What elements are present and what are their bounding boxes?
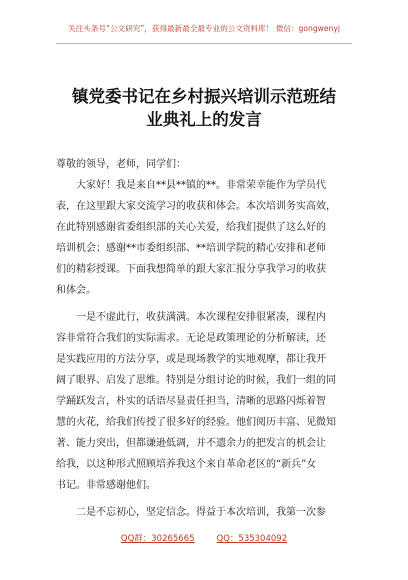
text-line: 一是不虚此行，收获满满。本次课程安排很紧凑，课程内	[76, 312, 326, 323]
document-body	[56, 154, 352, 523]
qq-group-link[interactable]: QQ群：30265665	[120, 534, 195, 544]
text-line: 书记。非常感谢他们。	[56, 480, 156, 491]
salutation: 尊敬的领导，老师，同学们：	[56, 159, 186, 170]
text-line: 是实践应用的方法分享，或是现场教学的实地观摩，都让我开	[56, 354, 326, 365]
text-line: 给我，以这种形式照顾培养我这个来自革命老区的“新兵”女	[56, 459, 317, 470]
document-title	[56, 85, 352, 131]
text-line: 容非常符合我们的实际需求。无论是政策理论的分析解读，还	[56, 333, 326, 344]
paragraph-3	[56, 502, 352, 523]
paragraph-1	[56, 175, 352, 301]
text-line: 表，在这里跟大家交流学习的收获和体会。本次培训务实高效，	[56, 201, 336, 212]
text-line: 培训机会；感谢**市委组织部、**培训学院的精心安排和老师	[56, 243, 326, 254]
text-line: 著、能力突出，但都谦逊低调，并不遗余力的把发言的机会让	[56, 438, 326, 449]
title-line: 业典礼上的发言	[146, 110, 262, 129]
qq-contact-link[interactable]: QQ：535304092	[216, 534, 288, 544]
header-note: 关注头条号“公文研究”，获得最新最全最专业的公文资料库！ 微信：gongwenyj	[68, 24, 340, 33]
text-line: 慧的火花，给我们传授了很多好的经验。他们阅历丰富、见微知	[56, 417, 336, 428]
title-line: 镇党委书记在乡村振兴培训示范班结	[72, 87, 336, 106]
text-line: 二是不忘初心，坚定信念。得益于本次培训，我第一次参	[76, 507, 326, 518]
text-line: 和体会。	[56, 285, 96, 296]
text-line: 们的精彩授课。下面我想简单的跟大家汇报分享我学习的收获	[56, 264, 326, 275]
text-line: 在此特别感谢省委组织部的关心关爱，给我们提供了这么好的	[56, 222, 326, 233]
footer-contact	[0, 532, 408, 544]
text-line: 阔了眼界、启发了思维。特别是分组讨论的时候，我们一组的同	[56, 375, 336, 386]
text-line: 大家好！我是来自**县**镇的**。非常荣幸能作为学员代	[76, 180, 326, 191]
header-divider	[56, 43, 352, 44]
paragraph-2	[56, 307, 352, 496]
text-line: 学踊跃发言，朴实的话语尽显责任担当，清晰的思路闪烁着智	[56, 396, 326, 407]
